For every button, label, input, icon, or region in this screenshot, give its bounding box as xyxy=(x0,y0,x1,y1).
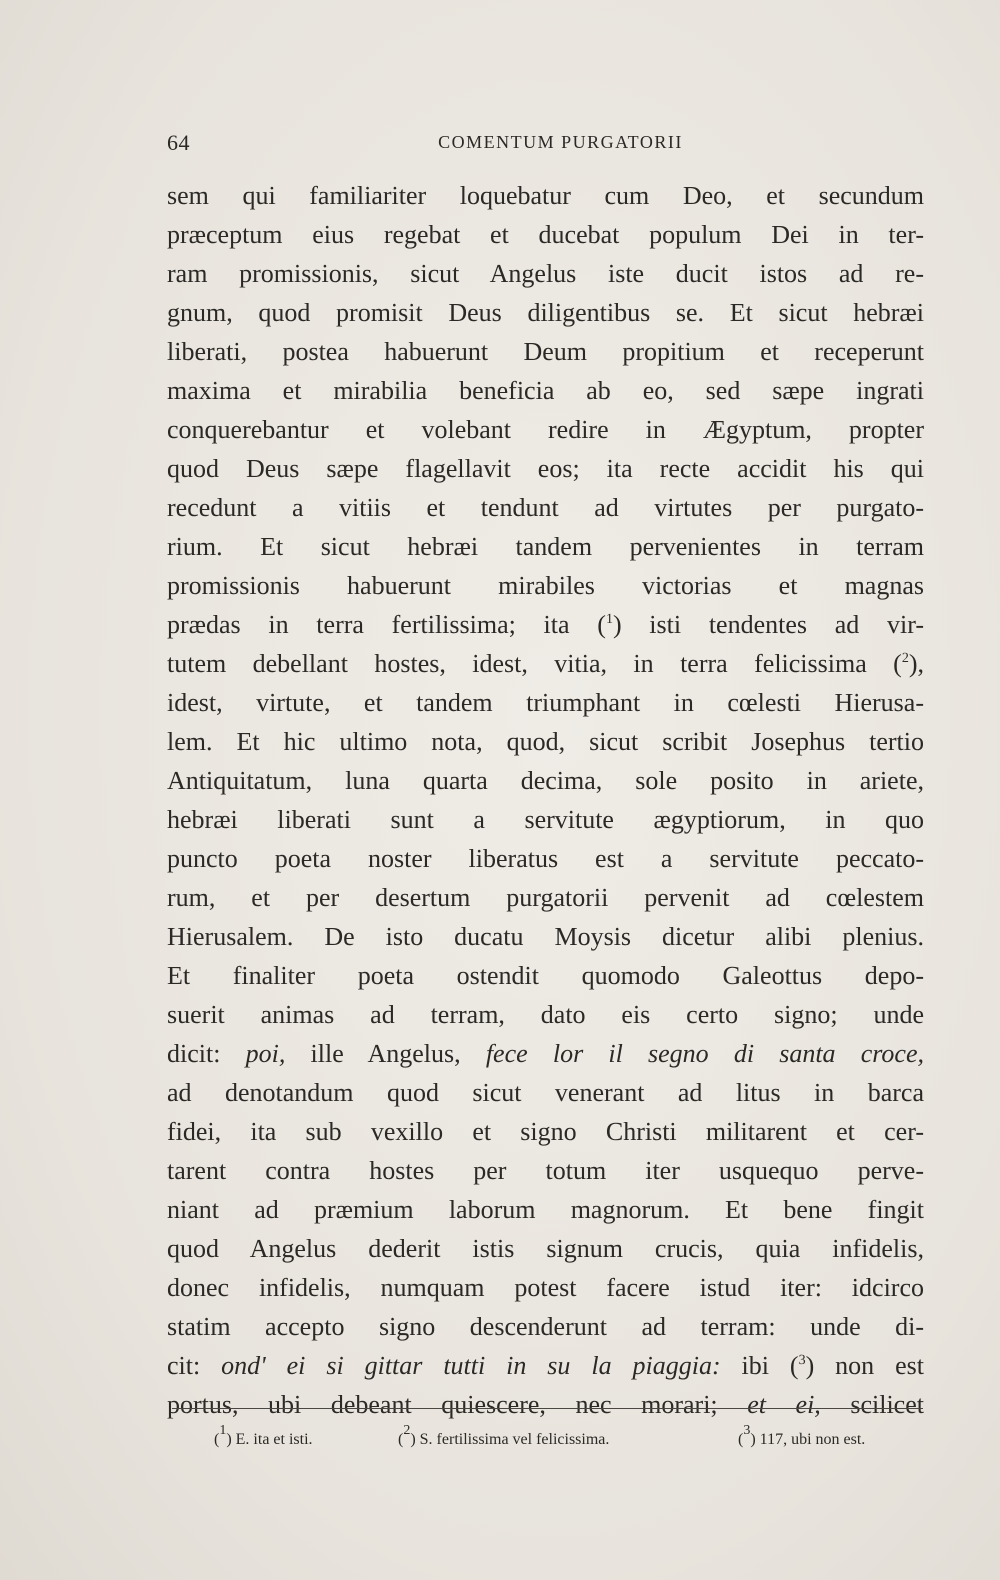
footnote-number: 1 xyxy=(219,1423,227,1438)
text-span: ibi ( xyxy=(720,1351,799,1380)
text-line: rum, et per desertum purgatorii pervenit ad cœlestem xyxy=(167,883,924,912)
text-line: quod Angelus dederit istis signum crucis, quia infidelis, xyxy=(167,1234,924,1263)
footnote-number: 3 xyxy=(743,1423,751,1438)
footnote xyxy=(738,1423,866,1452)
footnote-paren: ( xyxy=(738,1431,744,1448)
body-text xyxy=(167,176,924,1424)
text-line: quod Deus sæpe flagellavit eos; ita recte accidit his qui xyxy=(167,454,924,483)
footnote-text: E. ita et isti. xyxy=(231,1431,313,1448)
footnote-rule xyxy=(172,1408,923,1409)
text-line: Et finaliter poeta ostendit quomodo Galeottus depo- xyxy=(167,961,924,990)
footnote-ref: 1 xyxy=(605,612,613,627)
text-line xyxy=(167,644,924,683)
text-line: liberati, postea habuerunt Deum propitium et receperunt xyxy=(167,337,924,366)
text-line: niant ad præmium laborum magnorum. Et bene fingit xyxy=(167,1195,924,1224)
text-line xyxy=(167,1346,924,1385)
italic-quote: poi, xyxy=(245,1039,286,1068)
footnote-paren: ) xyxy=(410,1431,416,1448)
text-span: scilicet xyxy=(820,1390,924,1419)
italic-quote: fece lor il segno di santa croce, xyxy=(485,1039,925,1068)
text-span: ) isti tendentes ad vir- xyxy=(612,610,924,639)
text-line: idest, virtute, et tandem triumphant in cœlesti Hierusa- xyxy=(167,688,924,717)
text-line: donec infidelis, numquam potest facere istud iter: idcirco xyxy=(167,1273,924,1302)
text-line: Hierusalem. De isto ducatu Moysis dicetur alibi plenius. xyxy=(167,922,924,951)
text-span: prædas in terra fertilissima; ita ( xyxy=(167,610,606,639)
text-line: Antiquitatum, luna quarta decima, sole posito in ariete, xyxy=(167,766,924,795)
text-span: tutem debellant hostes, idest, vitia, in terra felicissima ( xyxy=(167,649,902,678)
text-line: gnum, quod promisit Deus diligentibus se. Et sicut hebræi xyxy=(167,298,924,327)
text-line xyxy=(167,605,924,644)
text-line xyxy=(167,1385,924,1424)
footnote-paren: ) xyxy=(750,1431,756,1448)
text-line: maxima et mirabilia beneficia ab eo, sed sæpe ingrati xyxy=(167,376,924,405)
text-span: portus, ubi debeant quiescere, nec morari; xyxy=(167,1390,748,1419)
text-line: fidei, ita sub vexillo et signo Christi militarent et cer- xyxy=(167,1117,924,1146)
footnote xyxy=(398,1423,610,1452)
text-line: conquerebantur et volebant redire in Ægyptum, propter xyxy=(167,415,924,444)
page-number: 64 xyxy=(167,130,190,155)
text-line: suerit animas ad terram, dato eis certo signo; unde xyxy=(167,1000,924,1029)
text-span: cit: xyxy=(167,1351,222,1380)
text-line: rium. Et sicut hebræi tandem pervenientes in terram xyxy=(167,532,924,561)
running-title: COMENTUM PURGATORII xyxy=(438,132,683,152)
text-span: dicit: xyxy=(167,1039,246,1068)
footnote-paren: ) xyxy=(226,1431,232,1448)
text-span: ), xyxy=(908,649,924,678)
text-line: tarent contra hostes per totum iter usquequo perve- xyxy=(167,1156,924,1185)
footnote-paren: ( xyxy=(214,1431,220,1448)
footnote xyxy=(214,1423,313,1452)
footnote-paren: ( xyxy=(398,1431,404,1448)
footnotes xyxy=(214,1423,924,1452)
text-span: ) non est xyxy=(805,1351,924,1380)
text-line: hebræi liberati sunt a servitute ægyptiorum, in quo xyxy=(167,805,924,834)
text-line: præceptum eius regebat et ducebat populum Dei in ter- xyxy=(167,220,924,249)
italic-quote: et ei, xyxy=(747,1390,821,1419)
footnote-number: 2 xyxy=(403,1423,411,1438)
text-span: ille Angelus, xyxy=(285,1039,486,1068)
text-line: promissionis habuerunt mirabiles victorias et magnas xyxy=(167,571,924,600)
italic-quote: ond' ei si gittar tutti in su la piaggia: xyxy=(221,1351,721,1380)
running-head xyxy=(167,130,924,160)
text-line: sem qui familiariter loquebatur cum Deo, et secundum xyxy=(167,181,924,210)
text-line: recedunt a vitiis et tendunt ad virtutes per purgato- xyxy=(167,493,924,522)
footnote-ref: 3 xyxy=(798,1353,806,1368)
text-line: lem. Et hic ultimo nota, quod, sicut scribit Josephus tertio xyxy=(167,727,924,756)
text-line: puncto poeta noster liberatus est a servitute peccato- xyxy=(167,844,924,873)
text-line: ram promissionis, sicut Angelus iste ducit istos ad re- xyxy=(167,259,924,288)
text-line: statim accepto signo descenderunt ad terram: unde di- xyxy=(167,1312,924,1341)
text-line xyxy=(167,1034,924,1073)
footnote-ref: 2 xyxy=(901,651,909,666)
text-line: ad denotandum quod sicut venerant ad litus in barca xyxy=(167,1078,924,1107)
footnote-text: S. fertilissima vel felicissima. xyxy=(415,1431,610,1448)
footnote-text: 117, ubi non est. xyxy=(755,1431,866,1448)
